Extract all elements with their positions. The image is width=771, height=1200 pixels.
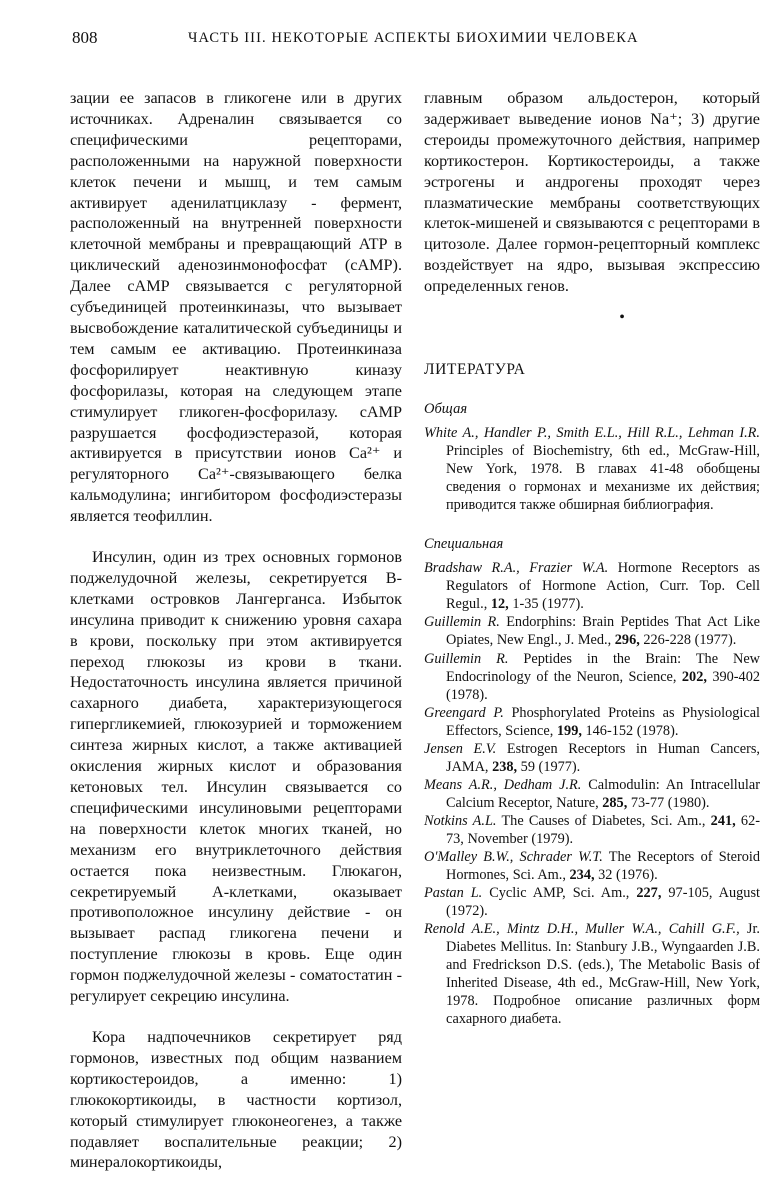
reference-text: Cyclic AMP, Sci. Am., (482, 885, 637, 902)
general-heading: Общая (424, 401, 468, 418)
reference-authors: Guillemin R. (424, 650, 509, 667)
running-title: ЧАСТЬ III. НЕКОТОРЫЕ АСПЕКТЫ БИОХИМИИ ЧЕЛОВЕКА (188, 30, 639, 46)
reference-item (424, 650, 760, 704)
reference-text: 32 (1976). (594, 867, 658, 884)
paragraph-adrenal-cortex: Кора надпочечников секретирует ряд гормонов, известных под общим названием кортикостероидов, а именно: 1) глюкокортикоиды, в частности кортизол, который стимулирует глюконеогенез, а также подавляет воспалительные реакции; 2) минералокортикоиды, (70, 1027, 402, 1172)
reference-text: 73-77 (1980). (627, 794, 710, 811)
reference-authors: Pastan L. (424, 885, 483, 902)
reference-volume: 238, (492, 758, 518, 775)
reference-item (424, 776, 760, 812)
reference-item (424, 884, 760, 920)
section-mark: • (619, 309, 625, 327)
reference-item (424, 704, 760, 740)
page-header (72, 28, 741, 52)
reference-volume: 241, (710, 812, 736, 829)
reference-text: 1-35 (1977). (508, 596, 584, 613)
reference-item (424, 424, 760, 514)
special-references (424, 559, 760, 1028)
special-heading: Специальная (424, 536, 504, 553)
general-references (424, 424, 760, 514)
reference-item (424, 559, 760, 613)
reference-item (424, 740, 760, 776)
reference-item (424, 613, 760, 649)
reference-text: Calmodulin: An Intracellular Calcium Receptor, Nature, (446, 776, 760, 811)
reference-volume: 296, (614, 632, 640, 649)
reference-text: The Receptors of Steroid Hormones, Sci. Am., (446, 849, 760, 884)
reference-text: Estrogen Receptors in Human Cancers, JAMA, (446, 740, 761, 775)
reference-volume: 227, (636, 885, 662, 902)
left-column (70, 88, 402, 1173)
reference-authors: Jensen E.V. (424, 740, 497, 757)
reference-authors: Means A.R., Dedham J.R. (424, 776, 582, 793)
literature-heading: ЛИТЕРАТУРА (424, 361, 526, 379)
page-number: 808 (72, 28, 98, 47)
reference-authors: White A., Handler P., Smith E.L., Hill R.L., Lehman I.R. (424, 425, 760, 442)
reference-volume: 285, (602, 794, 628, 811)
reference-text: 146-152 (1978). (581, 722, 679, 739)
reference-item (424, 812, 760, 848)
reference-text: Phosphorylated Proteins as Physiological Effectors, Science, (446, 704, 761, 739)
reference-volume: 202, (681, 668, 707, 685)
reference-text: 59 (1977). (517, 758, 581, 775)
reference-item (424, 920, 760, 1028)
right-column (424, 88, 760, 1029)
paragraph-insulin: Инсулин, один из трех основных гормонов поджелудочной железы, секретируется B-клетками островков Лангерганса. Избыток инсулина приводит к снижению уровня сахара в крови, поскольку при этом активируется переход глюкозы из крови в ткани. Недостаточность инсулина является причиной сахарного диабета, характеризующегося гипергликемией, глюкозурией и торможением синтеза жирных кислот, а также активацией окисления жирных кислот и образования кетоновых тел. Инсулин связывается со специфическими инсулиновыми рецепторами на поверхности клеток многих тканей, но механизм его внутриклеточного действия остается пока неизвестным. Глюкагон, секретируемый A-клетками, оказывает противоположное инсулину действие - он вызывает распад гликогена печени и поступление глюкозы в кровь. Еще один гормон поджелудочной железы - соматостатин - регулирует секрецию инсулина. (70, 548, 402, 1006)
reference-volume: 12, (490, 596, 509, 613)
reference-text: 390-402 (1978). (446, 668, 760, 703)
reference-text: Jr. Diabetes Mellitus. In: Stanbury J.B., Wyngaarden J.B. and Fredrickson D.S. (eds.), The Metabolic Basis of Inherited Disease, 4th ed., McGraw-Hill, New York, 1978. Подробное описание различных форм сахарного диабета. (446, 921, 760, 1028)
reference-text: 97-105, August (1972). (446, 885, 760, 920)
reference-text: Peptides in the Brain: The New Endocrinology of the Neuron, Science, (446, 650, 761, 685)
reference-authors: Guillemin R. (424, 614, 500, 631)
reference-volume: 199, (556, 722, 582, 739)
paragraph-adrenaline: зации ее запасов в гликогене или в других источниках. Адреналин связывается со специфическими рецепторами, расположенными на наружной поверхности клеток печени и мышц, и тем самым активирует аденилатциклазу - фермент, расположенный на внутренней поверхности клеточной мембраны и превращающий ATP в циклический аденозинмонофосфат (cAMP). Далее cAMP связывается с регуляторной субъединицей протеинкиназы, что вызывает высвобождение каталитической субъединицы и тем самым ее активацию. Протеинкиназа фосфорилирует неактивную киназу фосфорилазы, которая на следующем этапе стимулирует гликоген-фосфорилазу. cAMP разрушается фосфодиэстеразой, которая активируется в присутствии ионов Ca²⁺ и регуляторного Ca²⁺-связывающего белка кальмодулина; ингибитором фосфодиэстеразы является теофиллин. (70, 89, 402, 526)
reference-volume: 234, (569, 867, 595, 884)
reference-authors: Greengard P. (424, 704, 504, 721)
reference-text: 62-73, November (1979). (446, 812, 760, 847)
reference-authors: O'Malley B.W., Schrader W.T. (424, 849, 603, 866)
reference-authors: Notkins A.L. (424, 812, 497, 829)
reference-authors: Bradshaw R.A., Frazier W.A. (424, 560, 609, 577)
reference-item (424, 848, 760, 884)
reference-text: The Causes of Diabetes, Sci. Am., (496, 812, 711, 829)
reference-text: Hormone Receptors as Regulators of Hormone Action, Curr. Top. Cell Regul., (446, 560, 760, 613)
paragraph-steroids: главным образом альдостерон, который задерживает выведение ионов Na⁺; 3) другие стероиды промежуточного действия, например кортикостерон. Кортикостероиды, а также эстрогены и андрогены проходят через плазматические мембраны соответствующих клеток-мишеней и связываются с рецепторами в цитозоле. Далее гормон-рецепторный комплекс воздействует на ядро, вызывая экспрессию определенных генов. (424, 89, 760, 296)
reference-text: Principles of Biochemistry, 6th ed., McGraw-Hill, New York, 1978. В главах 41-48 обобщены сведения о гормонах и механизме их действия; приводится также обширная библиография. (446, 443, 760, 514)
reference-text: Endorphins: Brain Peptides That Act Like Opiates, New Engl., J. Med., (446, 614, 761, 649)
reference-authors: Renold A.E., Mintz D.H., Muller W.A., Cahill G.F., (424, 921, 740, 938)
reference-text: 226-228 (1977). (639, 632, 737, 649)
